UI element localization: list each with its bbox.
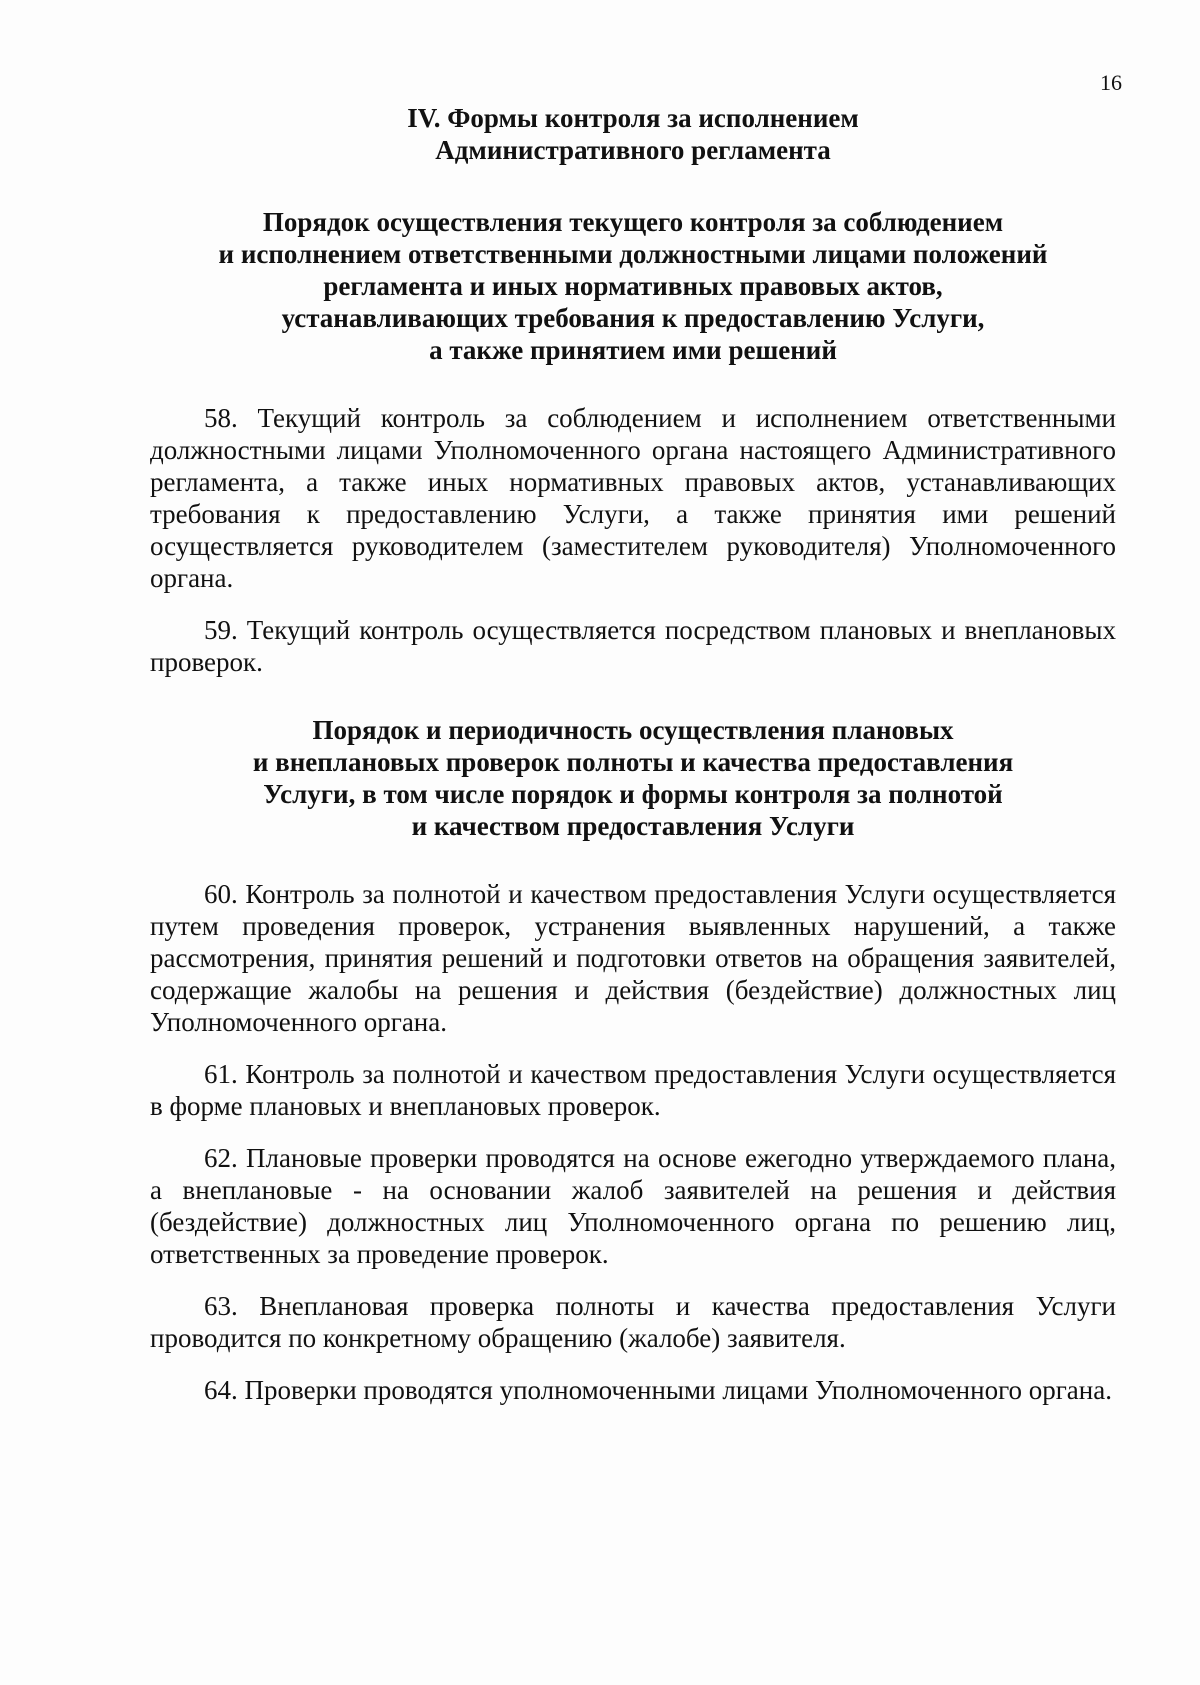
paragraph-61: 61. Контроль за полнотой и качеством предоставления Услуги осуществляется в форме плановых и внеплановых проверок. <box>150 1059 1116 1121</box>
subsection-title-line: Услуги, в том числе порядок и формы контроля за полнотой <box>263 779 1003 809</box>
paragraph-62: 62. Плановые проверки проводятся на основе ежегодно утверждаемого плана, а внеплановые - на основании жалоб заявителей на решения и действия (бездействие) должностных лиц Уполномоченного органа по решению лиц, ответственных за проведение проверок. <box>150 1143 1116 1269</box>
subsection-title-line: а также принятием ими решений <box>429 335 837 365</box>
subsection-title-line: устанавливающих требования к предоставлению Услуги, <box>281 303 985 333</box>
page-number: 16 <box>1100 70 1122 95</box>
paragraph-60: 60. Контроль за полнотой и качеством предоставления Услуги осуществляется путем проведения проверок, устранения выявленных нарушений, а также рассмотрения, принятия решений и подготовки ответов на обращения заявителей, содержащие жалобы на решения и действия (бездействие) должностных лиц Уполномоченного органа. <box>150 879 1116 1037</box>
section-title-line: Административного регламента <box>435 135 831 165</box>
subsection-title-line: и качеством предоставления Услуги <box>411 811 855 841</box>
paragraph-59: 59. Текущий контроль осуществляется посредством плановых и внеплановых проверок. <box>150 615 1116 677</box>
subsection-title-line: Порядок осуществления текущего контроля за соблюдением <box>262 207 1004 237</box>
subsection-title-inspections <box>150 714 1116 842</box>
section-title <box>150 102 1116 166</box>
subsection-title-line: и исполнением ответственными должностными лицами положений <box>218 239 1048 269</box>
subsection-title-line: регламента и иных нормативных правовых актов, <box>323 271 943 301</box>
page-content <box>150 102 1116 1426</box>
section-title-line: IV. Формы контроля за исполнением <box>407 103 859 133</box>
subsection-title-line: Порядок и периодичность осуществления плановых <box>312 715 954 745</box>
subsection-title-current-control <box>150 206 1116 366</box>
paragraph-63: 63. Внеплановая проверка полноты и качества предоставления Услуги проводится по конкретному обращению (жалобе) заявителя. <box>150 1291 1116 1353</box>
paragraph-64: 64. Проверки проводятся уполномоченными лицами Уполномоченного органа. <box>204 1375 1112 1405</box>
subsection-title-line: и внеплановых проверок полноты и качества предоставления <box>252 747 1014 777</box>
paragraph-58: 58. Текущий контроль за соблюдением и исполнением ответственными должностными лицами Уполномоченного органа настоящего Административного регламента, а также иных нормативных правовых актов, устанавливающих требования к предоставлению Услуги, а также принятия ими решений осуществляется руководителем (заместителем руководителя) Уполномоченного органа. <box>150 403 1116 593</box>
